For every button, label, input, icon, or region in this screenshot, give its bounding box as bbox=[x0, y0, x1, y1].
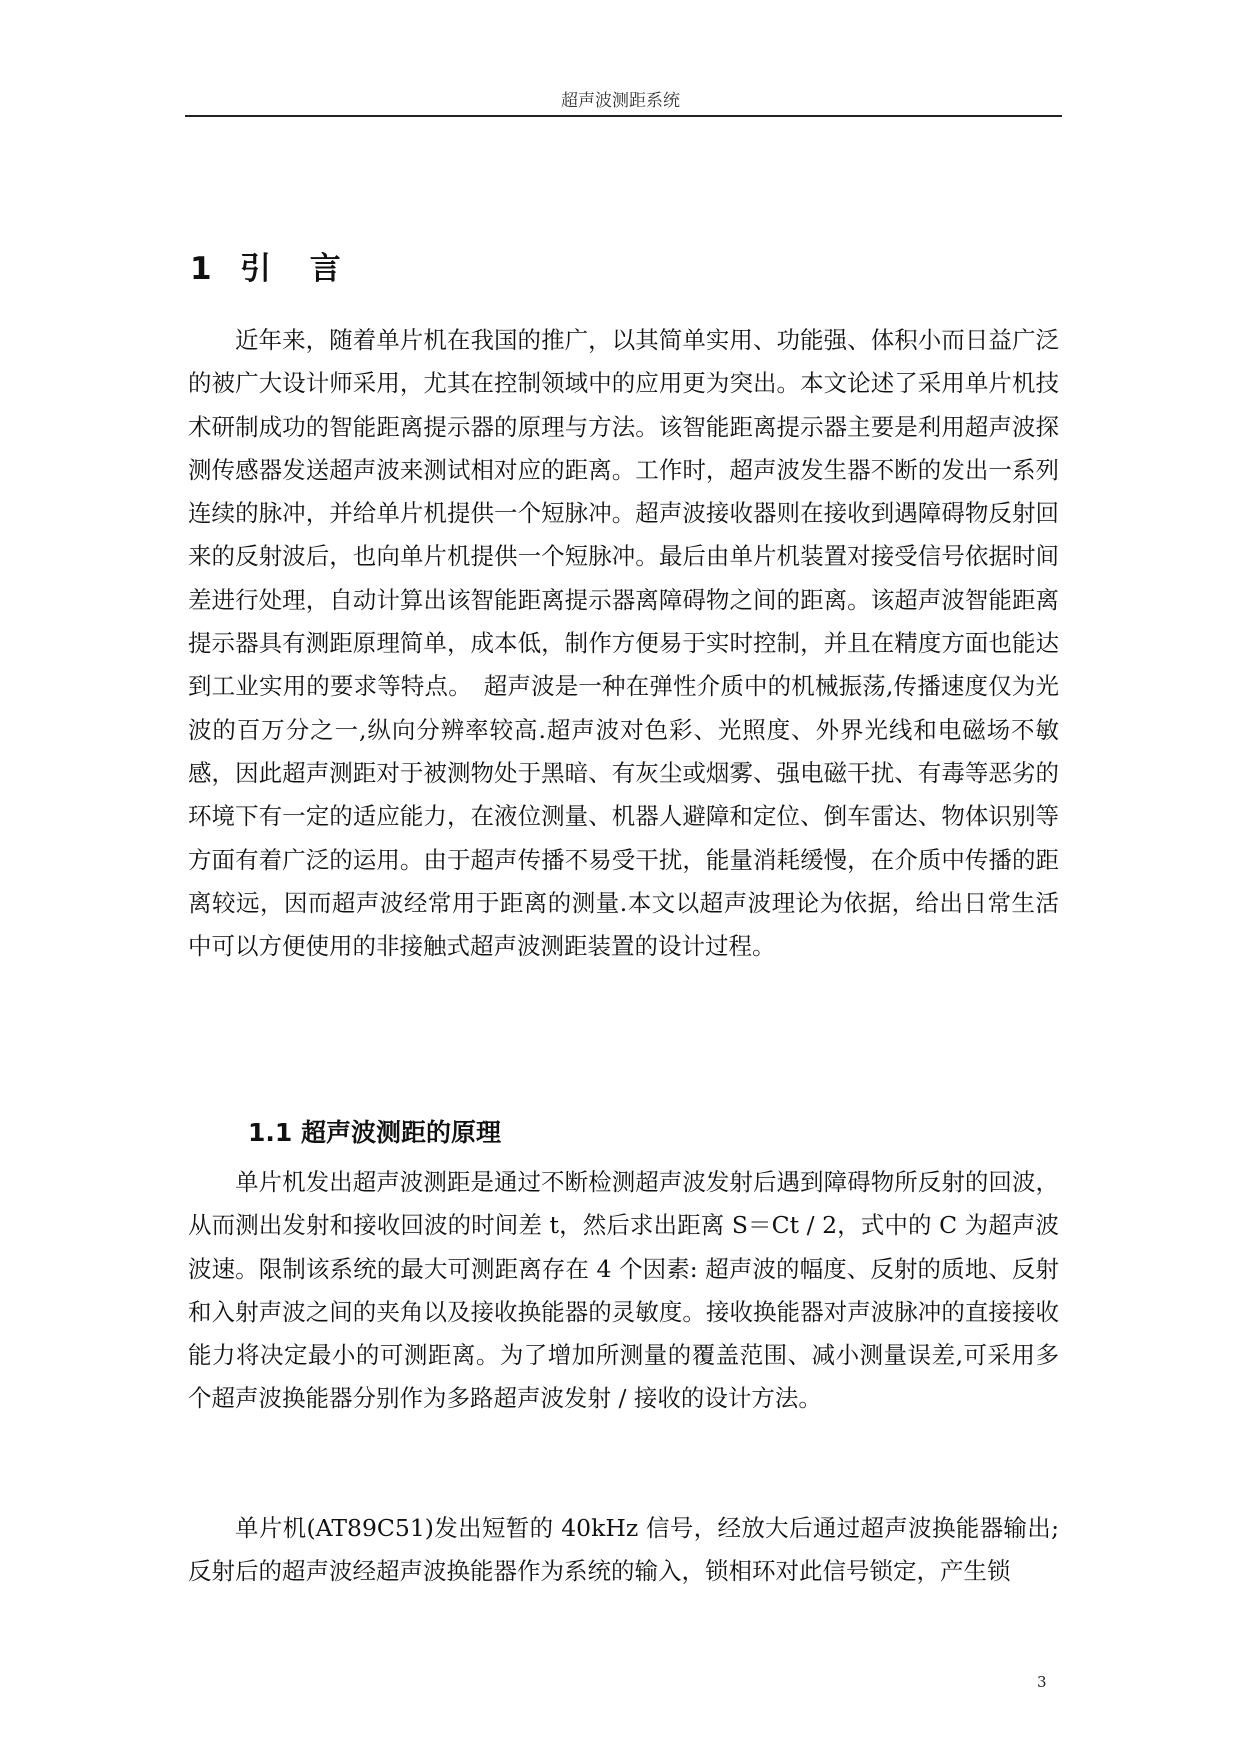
header-divider bbox=[185, 115, 1062, 117]
section-title: 引 言 bbox=[240, 251, 355, 287]
section-number: 1 bbox=[190, 251, 214, 287]
section-heading bbox=[190, 243, 355, 288]
page-number: 3 bbox=[1037, 1673, 1047, 1691]
subsection-heading: 1.1 超声波测距的原理 bbox=[248, 1118, 501, 1147]
principle-paragraph: 单片机发出超声波测距是通过不断检测超声波发射后遇到障碍物所反射的回波，从而测出发射和接收回波的时间差 t，然后求出距离 S＝Ct / 2，式中的 C 为超声波波速。限制该系统的最大可测距离存在 4 个因素: 超声波的幅度、反射的质地、反射和入射声波之间的夹角以及接收换能器的灵敏度。接收换能器对声波脉冲的直接接收能力将决定最小的可测距离。为了增加所测量的覆盖范围、减小测量误差,可采用多个超声波换能器分别作为多路超声波发射 / 接收的设计方法。 bbox=[188, 1168, 1059, 1413]
running-header: 超声波测距系统 bbox=[561, 91, 680, 111]
intro-paragraph: 近年来，随着单片机在我国的推广，以其简单实用、功能强、体积小而日益广泛的被广大设计师采用，尤其在控制领域中的应用更为突出。本文论述了采用单片机技术研制成功的智能距离提示器的原理与方法。该智能距离提示器主要是利用超声波探测传感器发送超声波来测试相对应的距离。工作时，超声波发生器不断的发出一系列连续的脉冲，并给单片机提供一个短脉冲。超声波接收器则在接收到遇障碍物反射回来的反射波后，也向单片机提供一个短脉冲。最后由单片机装置对接受信号依据时间差进行处理，自动计算出该智能距离提示器离障碍物之间的距离。该超声波智能距离提示器具有测距原理简单，成本低，制作方便易于实时控制，并且在精度方面也能达到工业实用的要求等特点。 超声波是一种在弹性介质中的机械振荡,传播速度仅为光波的百万分之一,纵向分辨率较高.超声波对色彩、光照度、外界光线和电磁场不敏感，因此超声测距对于被测物处于黑暗、有灰尘或烟雾、强电磁干扰、有毒等恶劣的环境下有一定的适应能力，在液位测量、机器人避障和定位、倒车雷达、物体识别等方面有着广泛的运用。由于超声传播不易受干扰，能量消耗缓慢，在介质中传播的距离较远，因而超声波经常用于距离的测量.本文以超声波理论为依据，给出日常生活中可以方便使用的非接触式超声波测距装置的设计过程。 bbox=[188, 326, 1059, 961]
circuit-paragraph: 单片机(AT89C51)发出短暂的 40kHz 信号，经放大后通过超声波换能器输出;反射后的超声波经超声波换能器作为系统的输入，锁相环对此信号锁定，产生锁 bbox=[188, 1514, 1059, 1586]
